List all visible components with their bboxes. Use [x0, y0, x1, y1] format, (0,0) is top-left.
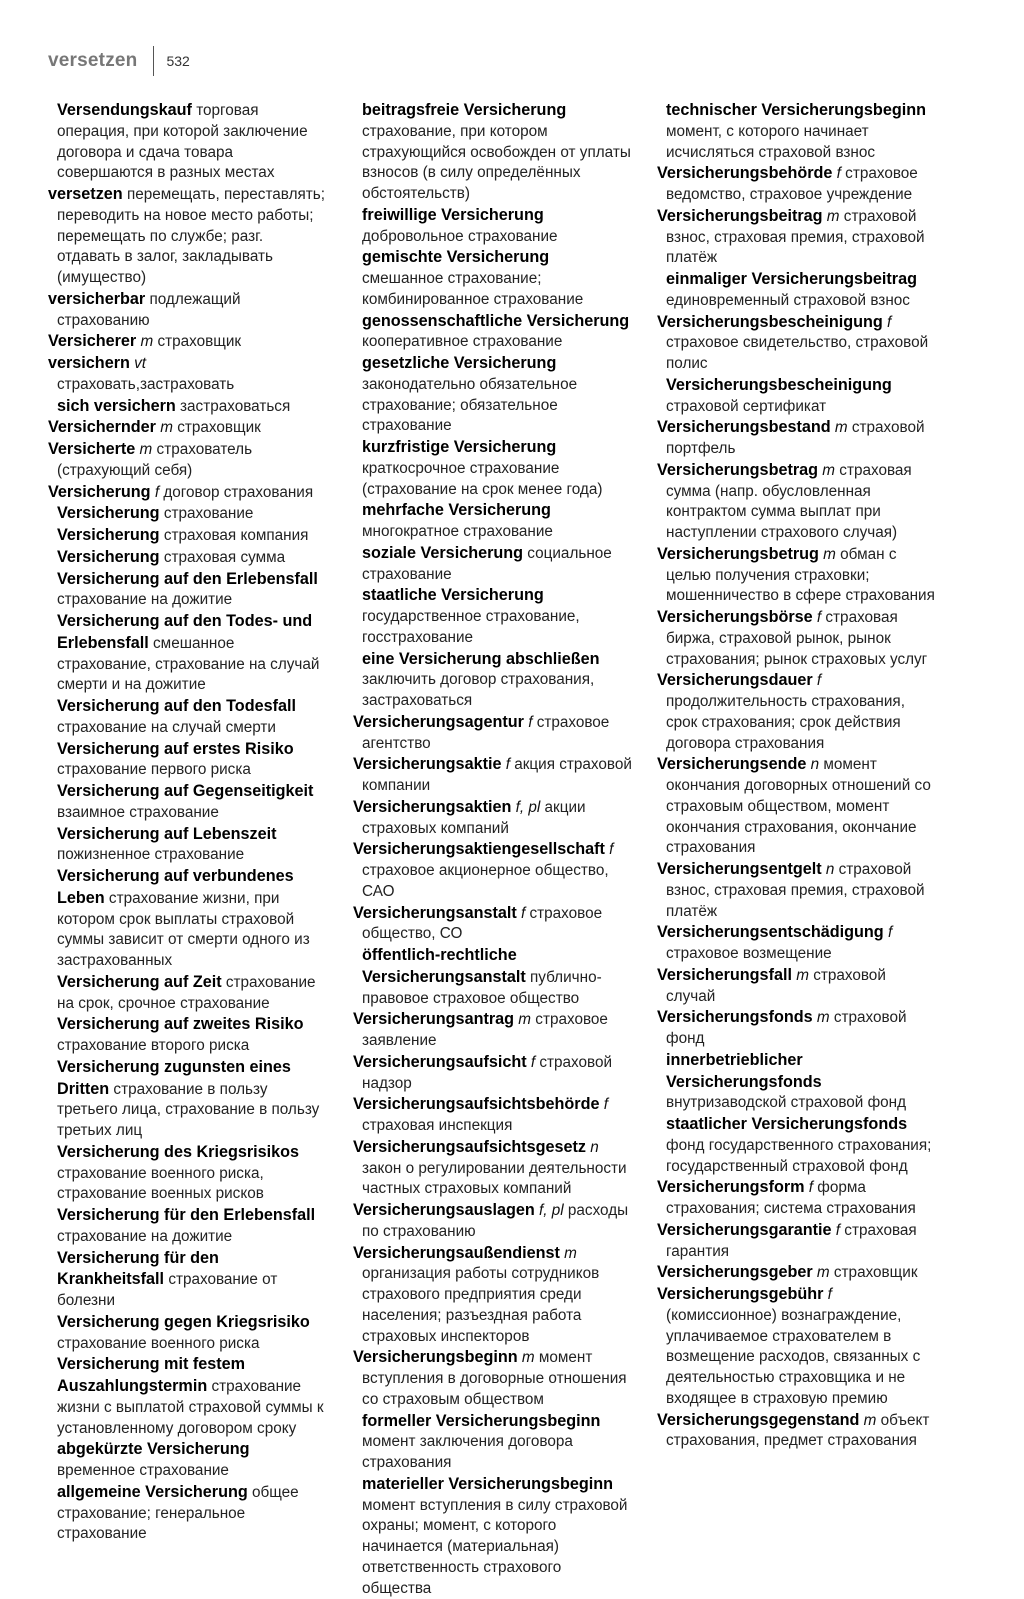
entry-translation: кооперативное страхование: [362, 333, 563, 351]
entry-headword: Versicherungsaufsicht: [353, 1052, 527, 1071]
dictionary-entry: [48, 1354, 326, 1439]
dictionary-entry: [657, 1284, 937, 1410]
entry-translation: договор страхования: [163, 483, 314, 501]
dictionary-entry: [353, 1411, 633, 1474]
dictionary-entry: [657, 375, 937, 418]
dictionary-entry: [657, 754, 937, 859]
entry-headword: Versicherung für den Erlebensfall: [57, 1206, 316, 1224]
entry-translation: расходы по страхованию: [362, 1202, 629, 1240]
dictionary-entry: [657, 100, 937, 163]
entry-grammar: f: [887, 924, 893, 942]
entry-translation: страховая биржа, страховой рынок, рынок страхования; рынок страховых услуг: [666, 609, 928, 668]
entry-translation: страховой взнос, страховая премия, страховой платёж: [666, 861, 925, 920]
entry-headword: versetzen: [48, 185, 123, 203]
entry-headword: Versicherungsfonds: [657, 1008, 813, 1027]
entry-translation: публично-правовое страховое общество: [362, 968, 602, 1007]
entry-translation: обман с целью получения страховки; мошенничество в сфере страхования: [666, 545, 935, 605]
entry-headword: Versicherung auf verbundenes Leben: [57, 867, 294, 907]
entry-headword: Versicherung: [48, 482, 151, 501]
entry-translation: организация работы сотрудников страхового предприятия среди населения; разъездная работа страховых инспекторов: [362, 1265, 600, 1345]
column-2: [353, 100, 633, 1597]
dictionary-entry: [48, 569, 326, 612]
entry-translation: страхование: [163, 505, 254, 523]
entry-grammar: m: [816, 1009, 830, 1027]
entry-headword: Versicherung für den Krankheitsfall: [57, 1248, 219, 1289]
entry-headword: versichern: [48, 354, 130, 372]
dictionary-entry: [657, 163, 937, 206]
dictionary-entry: [353, 543, 633, 586]
dictionary-entry: [353, 311, 633, 354]
entry-headword: Versicherung auf Gegenseitigkeit: [57, 782, 314, 800]
entry-headword: technischer Versicherungsbeginn: [666, 101, 926, 119]
dictionary-entry: [353, 712, 633, 755]
entry-translation: единовременный страховой взнос: [666, 291, 910, 309]
entry-headword: Versicherungsentgelt: [657, 860, 822, 878]
entry-translation: момент окончания договорных отношений со страховым обществом, момент окончания страхования, окончание страхования: [666, 756, 931, 857]
dictionary-entry: [657, 1262, 937, 1284]
entry-translation: страховое акционерное общество, САО: [362, 862, 609, 900]
dictionary-entry: [48, 184, 326, 289]
entry-translation: страховщик: [177, 419, 261, 437]
entry-translation: взаимное страхование: [57, 803, 219, 821]
entry-headword: Versicherungsaußendienst: [353, 1243, 560, 1262]
entry-headword: genossenschaftliche Versicherung: [362, 311, 630, 330]
entry-translation: фонд государственного страхования; государственный страховой фонд: [666, 1136, 932, 1175]
entry-translation: застраховаться: [180, 397, 291, 415]
entry-grammar: f: [836, 165, 841, 183]
entry-headword: Versicherungsanstalt: [353, 903, 517, 922]
dictionary-entry: [657, 269, 937, 312]
entry-translation: страховой фонд: [666, 1009, 907, 1047]
entry-headword: Versicherung: [57, 504, 160, 523]
entry-translation: страховщик: [157, 333, 242, 351]
dictionary-entry: [48, 1057, 326, 1142]
entry-headword: Versicherung gegen Kriegsrisiko: [57, 1312, 310, 1331]
entry-grammar: f, pl: [539, 1202, 564, 1219]
entry-headword: Versicherung: [57, 547, 160, 566]
dictionary-entry: [48, 503, 326, 525]
entry-grammar: m: [823, 545, 836, 563]
dictionary-entry: [48, 739, 326, 782]
entry-translation: страховая сумма: [163, 548, 286, 566]
dictionary-entry: [48, 696, 326, 739]
entry-grammar: f: [603, 1096, 608, 1114]
dictionary-entry: [657, 1177, 937, 1220]
column-1: [48, 100, 326, 1543]
entry-translation: страховая компания: [163, 527, 309, 544]
entry-headword: Versicherungsaufsichtsbehörde: [353, 1095, 600, 1114]
entry-translation: страхование военного риска: [57, 1334, 260, 1352]
dictionary-entry: [657, 965, 937, 1008]
entry-headword: Versendungskauf: [57, 101, 192, 119]
entry-grammar: m: [816, 1264, 830, 1282]
entry-headword: Versicherung auf Zeit: [57, 972, 222, 991]
entry-grammar: m: [796, 966, 809, 984]
entry-headword: Versicherungsbetrag: [657, 460, 819, 479]
entry-translation: (комиссионное) вознаграждение, уплачиваемое страхователем в возмещение расходов, связанных с деятельностью страховщика и не входящее в страховую премию: [666, 1306, 921, 1407]
entry-translation: страхование, при котором страхующийся освобожден от уплаты взносов (в силу определённых обстоятельств): [362, 122, 631, 202]
entry-translation: перемещать, переставлять; переводить на новое место работы; перемещать по службе; разг. отдавать в залог, закладывать (имущество): [57, 186, 326, 286]
entry-grammar: f: [816, 609, 822, 626]
entry-translation: страхователь (страхующий себя): [57, 441, 253, 479]
running-head: [48, 44, 190, 78]
dictionary-entry: [48, 525, 326, 547]
dictionary-entry: [48, 1439, 326, 1482]
entry-translation: момент заключения договора страхования: [362, 1433, 573, 1471]
dictionary-entry: [48, 1205, 326, 1248]
entry-grammar: f: [505, 756, 510, 774]
entry-translation: многократное страхование: [362, 523, 553, 540]
dictionary-entry: [657, 312, 937, 375]
dictionary-entry: [48, 439, 326, 482]
dictionary-entry: [353, 100, 633, 205]
entry-translation: страхование на случай смерти: [57, 718, 276, 736]
entry-grammar: m: [834, 419, 848, 437]
column-3: [657, 100, 937, 1450]
dictionary-entry: [657, 460, 937, 544]
entry-translation: страхование жизни, при котором срок выплаты страховой суммы зависит от смерти одного из застрахованных: [57, 889, 310, 969]
entry-translation: краткосрочное страхование (страхование на срок менее года): [362, 459, 603, 498]
dictionary-entry: [353, 585, 633, 648]
dictionary-entry: [657, 417, 937, 460]
dictionary-entry: [657, 1410, 937, 1453]
entry-translation: страховщик: [833, 1264, 918, 1282]
entry-translation: страховая инспекция: [362, 1117, 513, 1134]
entry-grammar: f: [154, 483, 160, 501]
entry-grammar: f: [808, 1179, 814, 1197]
entry-headword: innerbetrieblicher Versicherungsfonds: [666, 1050, 822, 1091]
entry-grammar: f: [530, 1053, 536, 1071]
entry-headword: staatlicher Versicherungsfonds: [666, 1115, 908, 1133]
entry-headword: Versicherung auf erstes Risiko: [57, 739, 294, 758]
dictionary-entry: [657, 670, 937, 754]
entry-headword: Versicherungsaktien: [353, 797, 512, 816]
entry-headword: Versicherungsform: [657, 1178, 805, 1197]
entry-headword: Versicherer: [48, 332, 137, 351]
entry-translation: форма страхования; система страхования: [666, 1179, 916, 1217]
entry-headword: Versicherungsgarantie: [657, 1220, 832, 1239]
entry-grammar: m: [826, 207, 840, 225]
entry-translation: страховой сертификат: [666, 397, 827, 415]
dictionary-entry: [353, 903, 633, 946]
entry-headword: Versicherungsentschädigung: [657, 923, 884, 942]
entry-grammar: n: [810, 756, 820, 774]
entry-grammar: m: [518, 1011, 532, 1029]
entry-headword: staatliche Versicherung: [362, 586, 544, 605]
entry-headword: Versicherungsaktiengesellschaft: [353, 840, 605, 859]
header-divider: [153, 46, 154, 76]
entry-headword: öffentlich-rechtliche Versicherungsanstalt: [362, 946, 526, 986]
entry-translation: добровольное страхование: [362, 227, 558, 245]
entry-headword: abgekürzte Versicherung: [57, 1440, 250, 1459]
entry-headword: gemischte Versicherung: [362, 248, 550, 267]
dictionary-entry: [48, 1312, 326, 1355]
dictionary-entry: [48, 1142, 326, 1205]
dictionary-entry: [48, 396, 326, 418]
dictionary-entry: [353, 754, 633, 797]
entry-translation: страхование жизни с выплатой страховой суммы к установленному договором сроку: [57, 1378, 324, 1437]
entry-translation: страховое агентство: [362, 713, 610, 752]
entry-translation: страховой портфель: [666, 419, 925, 457]
entry-headword: Versicherungsbörse: [657, 608, 813, 626]
dictionary-entry: [657, 922, 937, 965]
entry-headword: Versicherungsagentur: [353, 712, 524, 731]
dictionary-entry: [48, 781, 326, 824]
dictionary-entry: [657, 859, 937, 922]
entry-headword: Versicherungsbescheinigung: [666, 375, 892, 394]
entry-headword: Versicherung auf zweites Risiko: [57, 1015, 304, 1034]
entry-headword: freiwillige Versicherung: [362, 205, 544, 224]
entry-headword: gesetzliche Versicherung: [362, 354, 557, 372]
entry-headword: Versicherungsauslagen: [353, 1201, 535, 1219]
entry-headword: allgemeine Versicherung: [57, 1482, 248, 1501]
entry-grammar: f: [521, 904, 526, 922]
dictionary-entry: [353, 205, 633, 248]
dictionary-entry: [657, 1007, 937, 1050]
entry-translation: акции страховых компаний: [362, 798, 586, 837]
entry-grammar: vt: [134, 355, 147, 372]
entry-headword: Versicherungsbescheinigung: [657, 312, 883, 331]
entry-grammar: m: [139, 441, 153, 458]
entry-translation: пожизненное страхование: [57, 846, 245, 864]
entry-grammar: m: [160, 419, 173, 437]
dictionary-entry: [48, 972, 326, 1015]
entry-headword: Versicherungsantrag: [353, 1010, 515, 1029]
dictionary-entry: [657, 544, 937, 607]
entry-translation: временное страхование: [57, 1462, 229, 1479]
entry-translation: смешанное страхование; комбинированное страхование: [362, 270, 584, 308]
entry-headword: Versicherungsende: [657, 755, 807, 774]
entry-translation: заключить договор страхования, застраховаться: [362, 671, 595, 709]
entry-headword: Versicherungsgebühr: [657, 1285, 824, 1303]
entry-headword: mehrfache Versicherung: [362, 501, 551, 520]
entry-translation: страховой взнос, страховая премия, страховой платёж: [666, 207, 925, 267]
dictionary-entry: [353, 1200, 633, 1243]
entry-grammar: f: [609, 841, 614, 859]
entry-translation: момент вступления в договорные отношения со страховым обществом: [362, 1349, 627, 1408]
running-headword: versetzen: [48, 50, 138, 71]
entry-grammar: f: [887, 313, 892, 331]
entry-translation: страхование от болезни: [57, 1271, 278, 1309]
entry-headword: Versicherte: [48, 440, 136, 458]
entry-headword: Versicherungsgeber: [657, 1263, 813, 1282]
entry-headword: Versicherungsbestand: [657, 418, 831, 437]
entry-headword: Versicherungsdauer: [657, 671, 813, 690]
entry-translation: страховая сумма (напр. обусловленная контрактом сумма выплат при наступлении страхового случая): [666, 461, 912, 541]
entry-translation: подлежащий страхованию: [57, 290, 241, 329]
entry-translation: страхование в пользу третьего лица, страхование в пользу третьих лиц: [57, 1080, 320, 1139]
dictionary-entry: [48, 824, 326, 867]
entry-translation: законодательно обязательное страхование; обязательное страхование: [362, 375, 578, 435]
entry-translation: страховать,застраховать: [57, 375, 235, 393]
entry-translation: страховое возмещение: [666, 945, 832, 962]
entry-translation: общее страхование; генеральное страхование: [57, 1483, 299, 1543]
entry-grammar: f: [528, 713, 533, 731]
entry-headword: Versicherungsfall: [657, 965, 792, 984]
dictionary-entry: [657, 1050, 937, 1114]
entry-headword: Versicherungsbetrug: [657, 544, 819, 563]
entry-headword: Versicherung mit festem Auszahlungstermin: [57, 1355, 246, 1395]
entry-translation: страхование на дожитие: [57, 591, 233, 609]
entry-translation: закон о регулировании деятельности частных страховых компаний: [362, 1159, 627, 1198]
entry-grammar: n: [825, 861, 835, 878]
entry-grammar: f, pl: [515, 798, 541, 816]
dictionary-entry: [353, 247, 633, 310]
entry-headword: kurzfristige Versicherung: [362, 438, 557, 456]
dictionary-entry: [657, 1114, 937, 1177]
entry-headword: Versicherungsgegenstand: [657, 1410, 860, 1429]
entry-translation: торговая операция, при которой заключение договора и сдача товара совершаются в разных местах: [57, 102, 308, 182]
entry-headword: materieller Versicherungsbeginn: [362, 1474, 614, 1493]
dictionary-entry: [48, 1014, 326, 1057]
entry-grammar: m: [140, 333, 154, 351]
dictionary-entry: [353, 1137, 633, 1200]
entry-headword: beitragsfreie Versicherung: [362, 101, 567, 119]
entry-headword: Versicherung auf den Todes- und Erlebensfall: [57, 612, 313, 652]
dictionary-entry: [353, 1243, 633, 1348]
entry-translation: акция страховой компании: [362, 756, 632, 794]
entry-translation: страховое заявление: [362, 1011, 608, 1049]
entry-translation: смешанное страхование, страхование на случай смерти и на дожитие: [57, 634, 320, 694]
dictionary-entry: [48, 1248, 326, 1312]
entry-headword: sich versichern: [57, 396, 176, 415]
entry-translation: страховое общество, СО: [362, 904, 603, 943]
entry-headword: Versicherung auf den Erlebensfall: [57, 569, 318, 588]
entry-translation: момент вступления в силу страховой охраны; момент, с которого начинается (материальная) ответственность страхового общества: [362, 1496, 628, 1597]
dictionary-entry: [657, 1220, 937, 1263]
dictionary-entry: [48, 289, 326, 332]
entry-headword: Versicherungsaktie: [353, 755, 502, 774]
entry-grammar: m: [564, 1244, 577, 1262]
entry-translation: страховое ведомство, страховое учреждение: [666, 165, 918, 203]
entry-translation: продолжительность страхования, срок страхования; срок действия договора страхования: [666, 693, 905, 752]
entry-headword: versicherbar: [48, 289, 146, 308]
entry-headword: soziale Versicherung: [362, 543, 524, 562]
entry-headword: Versicherung auf Lebenszeit: [57, 824, 277, 843]
entry-headword: formeller Versicherungsbeginn: [362, 1411, 601, 1430]
page-number: 532: [166, 53, 190, 69]
dictionary-entry: [353, 1094, 633, 1137]
dictionary-entry: [48, 100, 326, 184]
entry-translation: страхование на срок, срочное страхование: [57, 973, 316, 1012]
entry-headword: Versicherungsbeginn: [353, 1348, 518, 1367]
dictionary-entry: [48, 866, 326, 972]
entry-grammar: f: [816, 672, 822, 690]
dictionary-entry: [48, 547, 326, 569]
entry-translation: страховой случай: [666, 966, 886, 1005]
entry-translation: социальное страхование: [362, 544, 612, 583]
dictionary-entry: [48, 353, 326, 396]
dictionary-entry: [353, 353, 633, 437]
entry-grammar: f: [835, 1221, 841, 1239]
entry-headword: Versicherungsaufsichtsgesetz: [353, 1137, 587, 1156]
entry-grammar: f: [827, 1286, 832, 1303]
entry-translation: страховое свидетельство, страховой полис: [666, 334, 929, 372]
entry-headword: Versichernder: [48, 418, 156, 437]
entry-headword: Versicherungsbeitrag: [657, 206, 823, 225]
dictionary-entry: [48, 331, 326, 353]
dictionary-entry: [353, 797, 633, 840]
entry-translation: момент, с которого начинает исчисляться страховой взнос: [666, 122, 876, 161]
entry-headword: Versicherung: [57, 526, 160, 544]
entry-grammar: m: [863, 1411, 877, 1429]
entry-grammar: n: [590, 1138, 599, 1156]
entry-translation: страхование военного риска, страхование военных рисков: [57, 1164, 264, 1203]
entry-translation: страхование на дожитие: [57, 1227, 233, 1245]
entry-headword: einmaliger Versicherungsbeitrag: [666, 270, 918, 288]
dictionary-entry: [657, 206, 937, 269]
dictionary-entry: [48, 1482, 326, 1545]
entry-headword: Versicherung auf den Todesfall: [57, 697, 296, 715]
dictionary-entry: [353, 1009, 633, 1052]
entry-grammar: m: [822, 461, 836, 479]
dictionary-entry: [48, 482, 326, 504]
dictionary-entry: [353, 437, 633, 500]
entry-headword: Versicherung zugunsten eines Dritten: [57, 1057, 291, 1098]
dictionary-entry: [353, 1474, 633, 1599]
entry-headword: eine Versicherung abschließen: [362, 649, 600, 668]
dictionary-entry: [353, 649, 633, 712]
dictionary-entry: [48, 611, 326, 696]
entry-translation: внутризаводской страховой фонд: [666, 1094, 907, 1112]
entry-translation: объект страхования, предмет страхования: [666, 1411, 930, 1450]
entry-headword: Versicherung des Kriegsrisikos: [57, 1142, 300, 1161]
entry-translation: страховой надзор: [362, 1053, 613, 1092]
dictionary-entry: [353, 839, 633, 902]
entry-headword: Versicherungsbehörde: [657, 164, 833, 183]
entry-translation: страховая гарантия: [666, 1221, 917, 1260]
entry-translation: страхование первого риска: [57, 761, 251, 779]
dictionary-entry: [353, 500, 633, 543]
entry-translation: страхование второго риска: [57, 1037, 250, 1054]
dictionary-entry: [657, 607, 937, 670]
dictionary-entry: [353, 1052, 633, 1095]
dictionary-entry: [353, 945, 633, 1009]
dictionary-entry: [353, 1347, 633, 1410]
dictionary-entry: [48, 417, 326, 439]
entry-translation: государственное страхование, госстрахование: [362, 608, 580, 646]
entry-grammar: m: [521, 1349, 535, 1367]
